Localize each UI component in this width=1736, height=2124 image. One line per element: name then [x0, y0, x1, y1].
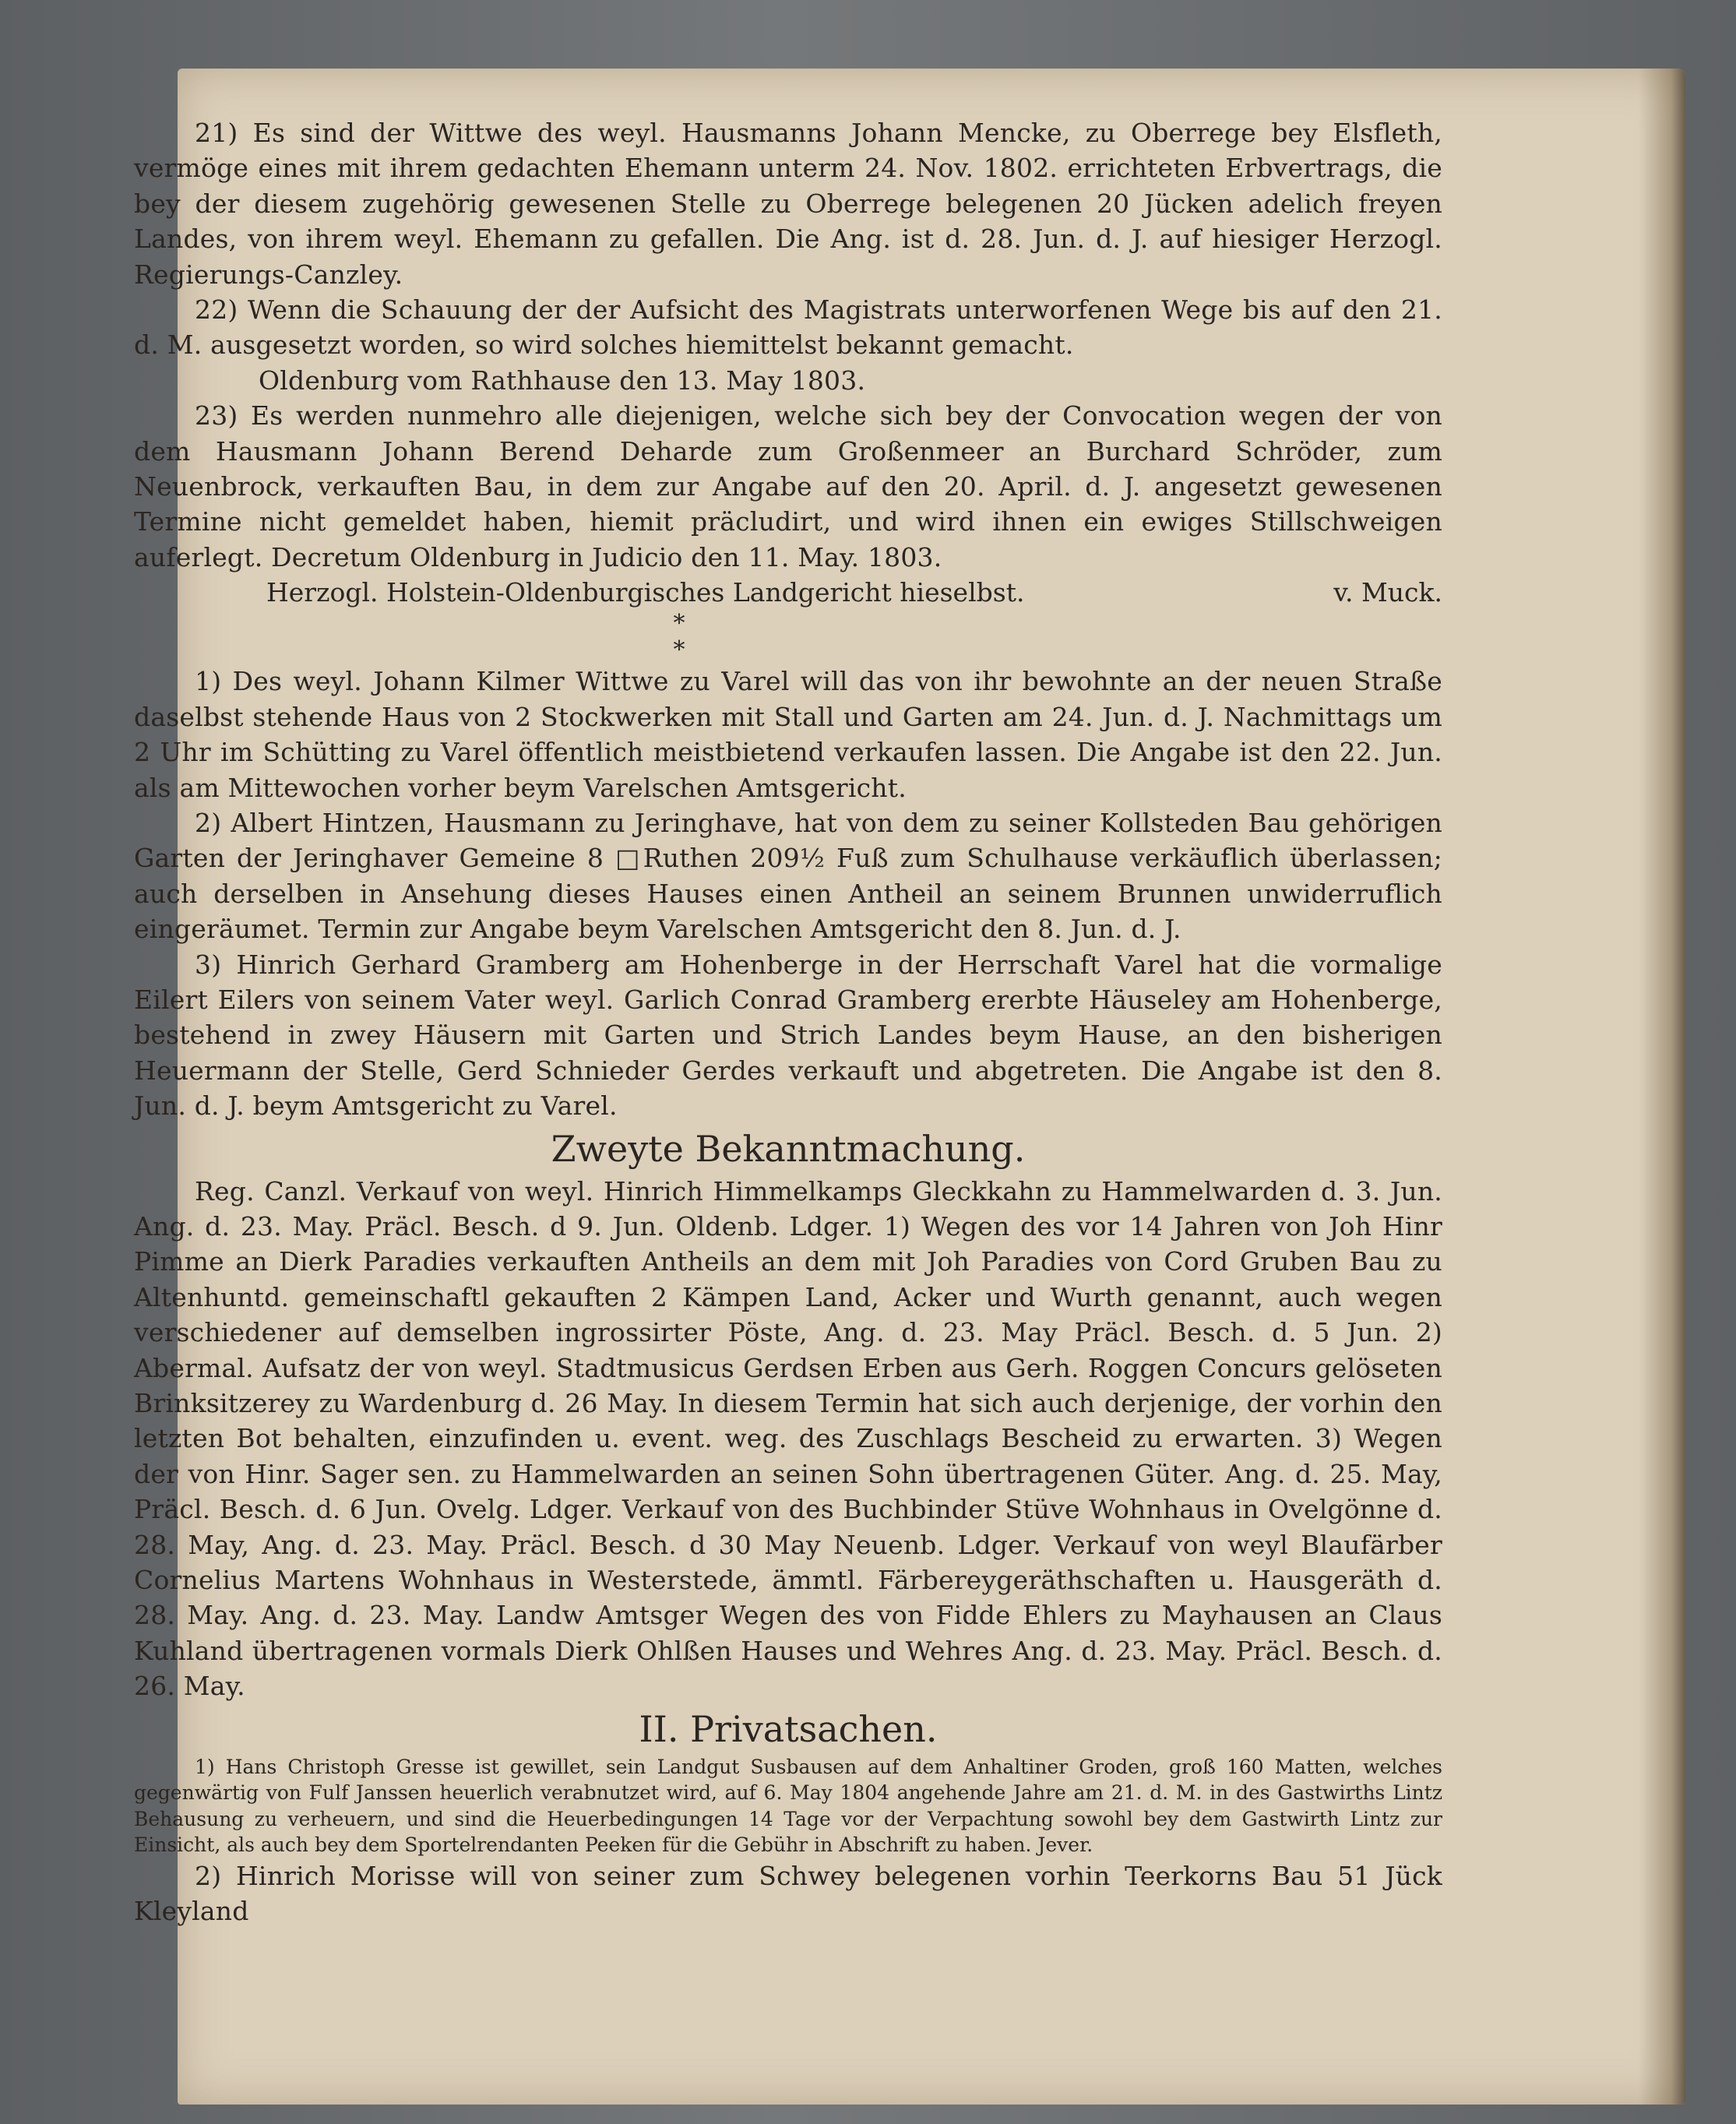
- notice-23-signature: [134, 575, 1442, 611]
- notice-22-dateline: Oldenburg vom Rathhause den 13. May 1803.: [259, 365, 866, 396]
- private-notice-1: 1) Hans Christoph Gresse ist gewillet, sein Landgut Susbausen auf dem Anhaltiner Groden, groß 160 Matten, welches gegenwärtig von Fulf Janssen heuerlich verabnutzet wird, auf 6. May 1804 angehende Jahre am 21. d. M. in des Gastwirths Lintz Behausung zu verheuern, und sind die Heuerbedingungen 14 Tage vor der Verpachtung sowohl bey dem Gastwirth Lintz zur Einsicht, als auch bey dem Sportelrendanten Peeken für die Gebühr in Abschrift zu haben. Jever.: [134, 1755, 1442, 1857]
- heading-privatsachen: II. Privatsachen.: [639, 1707, 938, 1750]
- heading-zweyte-bekanntmachung: Zweyte Bekanntmachung.: [551, 1127, 1026, 1170]
- notice-23: 23) Es werden nunmehro alle diejenigen, welche sich bey der Convocation wegen der von dem Hausmann Johann Berend Deharde zum Großenmeer an Burchard Schröder, zum Neuenbrock, verkauften Bau, in dem zur Angabe auf den 20. April. d. J. angesetzt gewesenen Termine nicht gemeldet haben, hiemit präcludirt, und wird ihnen ein ewiges Stillschweigen auferlegt. Decretum Oldenburg in Judicio den 11. May. 1803.: [134, 400, 1442, 572]
- varel-notice-1: 1) Des weyl. Johann Kilmer Wittwe zu Varel will das von ihr bewohnte an der neuen Straße daselbst stehende Haus von 2 Stockwerken mit Stall und Garten am 24. Jun. d. J. Nachmittags um 2 Uhr im Schütting zu Varel öffentlich meistbietend verkaufen lassen. Die Angabe ist den 22. Jun. als am Mittewochen vorher beym Varelschen Amtsgericht.: [134, 666, 1442, 803]
- page-gutter-shadow: [1639, 69, 1685, 2105]
- section-separator-stars: * *: [673, 610, 1231, 664]
- court-name: Herzogl. Holstein-Oldenburgisches Landgericht hieselbst.: [266, 577, 1025, 608]
- signer-name: v. Muck.: [1333, 577, 1442, 608]
- page-text-column: [134, 115, 1442, 1929]
- private-notice-2: 2) Hinrich Morisse will von seiner zum Schwey belegenen vorhin Teerkorns Bau 51 Jück Kleyland: [134, 1860, 1442, 1927]
- varel-notice-2: 2) Albert Hintzen, Hausmann zu Jeringhave, hat von dem zu seiner Kollsteden Bau gehörigen Garten der Jeringhaver Gemeine 8 □Ruthen 209½ Fuß zum Schulhause verkäuflich überlassen; auch derselben in Ansehung dieses Hauses einen Antheil an seinem Brunnen unwiderruflich eingeräumet. Termin zur Angabe beym Varelschen Amtsgericht den 8. Jun. d. J.: [134, 807, 1442, 945]
- notice-22: 22) Wenn die Schauung der der Aufsicht des Magistrats unterworfenen Wege bis auf den 21. d. M. ausgesetzt worden, so wird solches hiemittelst bekannt gemacht.: [134, 294, 1442, 361]
- notice-21: 21) Es sind der Wittwe des weyl. Hausmanns Johann Mencke, zu Oberrege bey Elsfleth, vermöge eines mit ihrem gedachten Ehemann unterm 24. Nov. 1802. errichteten Erbvertrags, die bey der diesem zugehörig gewesenen Stelle zu Oberrege belegenen 20 Jücken adelich freyen Landes, von ihrem weyl. Ehemann zu gefallen. Die Ang. ist d. 28. Jun. d. J. auf hiesiger Herzogl. Regierungs-Canzley.: [134, 118, 1442, 290]
- varel-notice-3: 3) Hinrich Gerhard Gramberg am Hohenberge in der Herrschaft Varel hat die vormalige Eilert Eilers von seinem Vater weyl. Garlich Conrad Gramberg ererbte Häuseley am Hohenberge, bestehend in zwey Häusern mit Garten und Strich Landes beym Hause, an den bisherigen Heuermann der Stelle, Gerd Schnieder Gerdes verkauft und abgetreten. Die Angabe ist den 8. Jun. d. J. beym Amtsgericht zu Varel.: [134, 949, 1442, 1122]
- second-announcement-text: Reg. Canzl. Verkauf von weyl. Hinrich Himmelkamps Gleckkahn zu Hammelwarden d. 3. Jun. Ang. d. 23. May. Präcl. Besch. d 9. Jun. Oldenb. Ldger. 1) Wegen des vor 14 Jahren von Joh Hinr Pimme an Dierk Paradies verkauften Antheils an dem mit Joh Paradies von Cord Gruben Bau zu Altenhuntd. gemeinschaftl gekauften 2 Kämpen Land, Acker und Wurth genannt, auch wegen verschiedener auf demselben ingrossirter Pöste, Ang. d. 23. May Präcl. Besch. d. 5 Jun. 2) Abermal. Aufsatz der von weyl. Stadtmusicus Gerdsen Erben aus Gerh. Roggen Concurs gelöseten Brinksitzerey zu Wardenburg d. 26 May. In diesem Termin hat sich auch derjenige, der vorhin den letzten Bot behalten, einzufinden u. event. weg. des Zuschlags Bescheid zu erwarten. 3) Wegen der von Hinr. Sager sen. zu Hammelwarden an seinen Sohn übertragenen Güter. Ang. d. 25. May, Präcl. Besch. d. 6 Jun. Ovelg. Ldger. Verkauf von des Buchbinder Stüve Wohnhaus in Ovelgönne d. 28. May, Ang. d. 23. May. Präcl. Besch. d 30 May Neuenb. Ldger. Verkauf von weyl Blaufärber Cornelius Martens Wohnhaus in Westerstede, ämmtl. Färbereygeräthschaften u. Hausgeräth d. 28. May. Ang. d. 23. May. Landw Amtsger Wegen des von Fidde Ehlers zu Mayhausen an Claus Kuhland übertragenen vormals Dierk Ohlßen Hauses und Wehres Ang. d. 23. May. Präcl. Besch. d. 26. May.: [134, 1175, 1442, 1702]
